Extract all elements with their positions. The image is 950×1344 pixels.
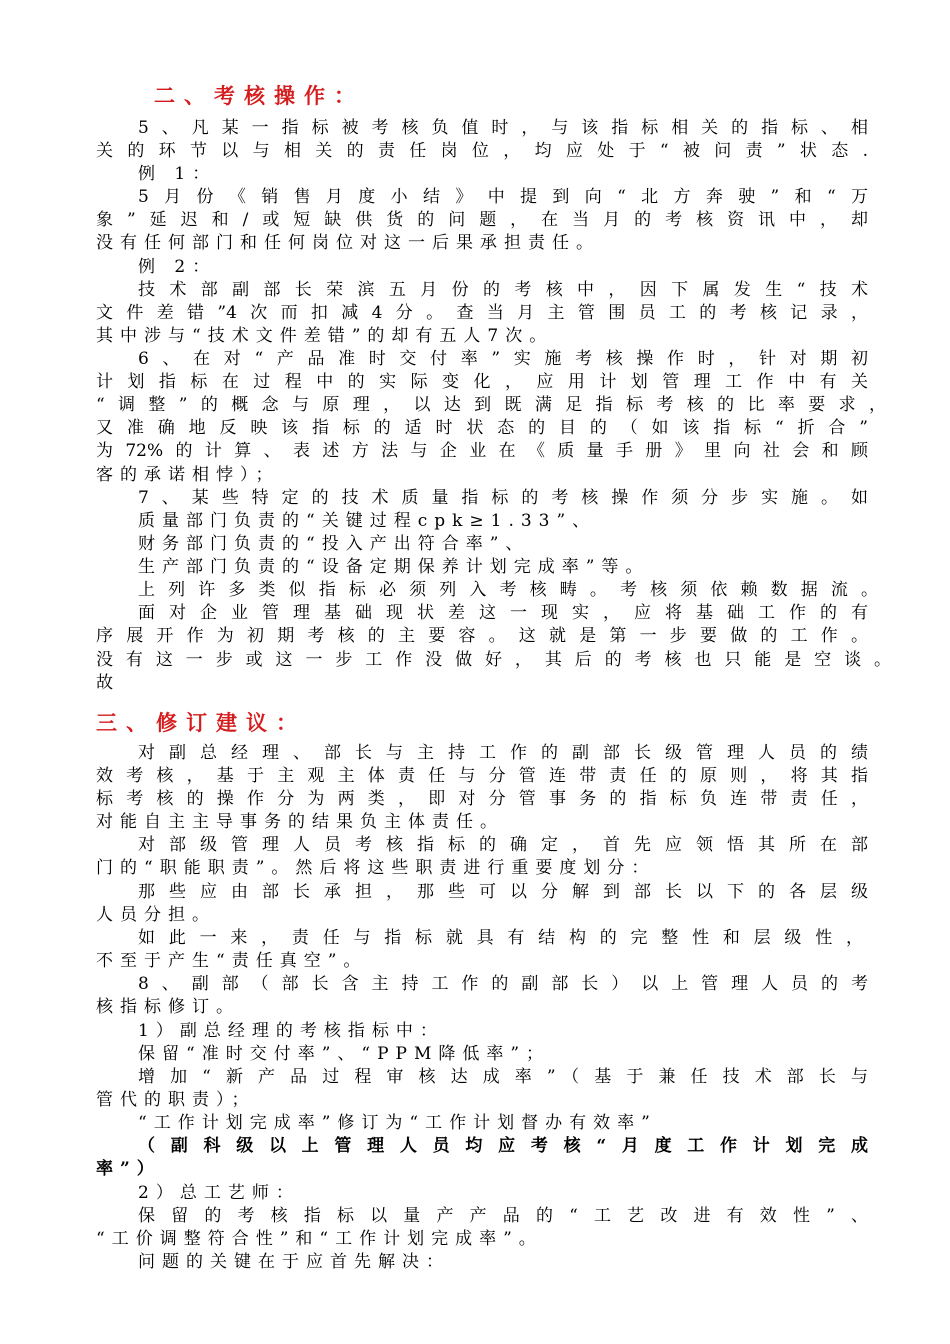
section-2-heading: 二、考核操作： xyxy=(154,84,364,108)
s2-line-20: 生产部门负责的“设备定期保养计划完成率”等。 xyxy=(138,557,650,577)
s2-line-18: 质量部门负责的“关键过程cpk≥1.33”、 xyxy=(138,511,597,531)
s2-line-14: 又准确地反映该指标的适时状态的目的（如该指标“折合” xyxy=(96,418,868,438)
s2-line-5: 象”延迟和/或短缺供货的问题，在当月的考核资讯中，却 xyxy=(96,210,868,230)
s3-line-19: 率”） xyxy=(96,1159,161,1179)
s3-line-14: 保留“准时交付率”、“PPM降低率”； xyxy=(138,1044,551,1064)
s2-line-13: “调整”的概念与原理，以达到既满足指标考核的比率要求， xyxy=(96,395,886,415)
section-3-heading: 三、修订建议： xyxy=(96,711,306,735)
s3-line-21: 保留的考核指标以量产产品的“工艺改进有效性”、 xyxy=(138,1206,868,1226)
s3-line-15: 增加“新产品过程审核达成率”（基于兼任技术部长与 xyxy=(138,1067,868,1087)
s2-line-15: 为72%的计算、表述方法与企业在《质量手册》里向社会和顾 xyxy=(96,441,868,461)
s2-line-2: 关的环节以与相关的责任岗位，均应处于“被问责”状态. xyxy=(96,141,868,161)
s2-line-19: 财务部门负责的“投入产出符合率”、 xyxy=(138,534,530,554)
s3-line-5: 对部级管理人员考核指标的确定，首先应领悟其所在部 xyxy=(138,835,868,855)
s2-line-6: 没有任何部门和任何岗位对这一后果承担责任。 xyxy=(96,233,600,253)
s3-line-1: 对副总经理、部长与主持工作的副部长级管理人员的绩 xyxy=(138,743,868,763)
s2-line-22: 面对企业管理基础现状差这一现实，应将基础工作的有 xyxy=(138,603,868,623)
s3-line-17: “工作计划完成率”修订为“工作计划督办有效率” xyxy=(138,1113,657,1133)
s2-line-1: 5、凡某一指标被考核负值时，与该指标相关的指标、相 xyxy=(138,118,868,138)
s2-line-24: 没有这一步或这一步工作没做好，其后的考核也只能是空谈。 xyxy=(96,650,891,670)
s2-line-17: 7、某些特定的技术质量指标的考核操作须分步实施。如 xyxy=(138,488,868,508)
s3-line-13: 1）副总经理的考核指标中： xyxy=(138,1021,444,1041)
s3-line-8: 人员分担。 xyxy=(96,905,216,925)
s2-line-10: 其中涉与“技术文件差错”的却有五人7次。 xyxy=(96,326,554,346)
s2-line-11: 6、在对“产品准时交付率”实施考核操作时，针对期初 xyxy=(138,349,868,369)
s3-line-6: 门的“职能职责”。然后将这些职责进行重要度划分： xyxy=(96,858,656,878)
s2-line-7: 例 2： xyxy=(138,257,217,277)
s3-line-23: 问题的关键在于应首先解决： xyxy=(138,1252,450,1272)
s3-line-9: 如此一来，责任与指标就具有结构的完整性和层级性， xyxy=(138,928,863,948)
s2-line-3: 例 1： xyxy=(138,164,217,184)
s3-line-20: 2）总工艺师： xyxy=(138,1183,300,1203)
s3-line-16: 管代的职责）； xyxy=(96,1090,256,1110)
s3-line-10: 不至于产生“责任真空”。 xyxy=(96,951,368,971)
s2-line-4: 5月份《销售月度小结》中提到向“北方奔驶”和“万 xyxy=(138,187,868,207)
s2-line-25: 故 xyxy=(96,673,120,693)
s3-line-4: 对能自主主导事务的结果负主体责任。 xyxy=(96,812,504,832)
s3-line-11: 8、副部（部长含主持工作的副部长）以上管理人员的考 xyxy=(138,974,868,994)
s2-line-8: 技术部副部长荣滨五月份的考核中，因下属发生“技术 xyxy=(138,280,868,300)
s2-line-23: 序展开作为初期考核的主要容。这就是第一步要做的工作。 xyxy=(96,626,868,646)
s2-line-9: 文件差错”4次而扣减4分。查当月主管围员工的考核记录， xyxy=(96,303,868,323)
s3-line-18: （副科级以上管理人员均应考核“月度工作计划完成 xyxy=(138,1136,868,1156)
s2-line-16: 客的承诺相悖）； xyxy=(96,465,280,485)
s3-line-2: 效考核，基于主观主体责任与分管连带责任的原则，将其指 xyxy=(96,766,868,786)
s3-line-12: 核指标修订。 xyxy=(96,997,240,1017)
s3-line-3: 标考核的操作分为两类，即对分管事务的指标负连带责任， xyxy=(96,789,868,809)
s3-line-7: 那些应由部长承担，那些可以分解到部长以下的各层级 xyxy=(138,882,868,902)
s2-line-21: 上列许多类似指标必须列入考核畴。考核须依赖数据流。 xyxy=(138,580,878,600)
s3-line-22: “工价调整符合性”和“工作计划完成率”。 xyxy=(96,1229,543,1249)
s2-line-12: 计划指标在过程中的实际变化，应用计划管理工作中有关 xyxy=(96,372,868,392)
